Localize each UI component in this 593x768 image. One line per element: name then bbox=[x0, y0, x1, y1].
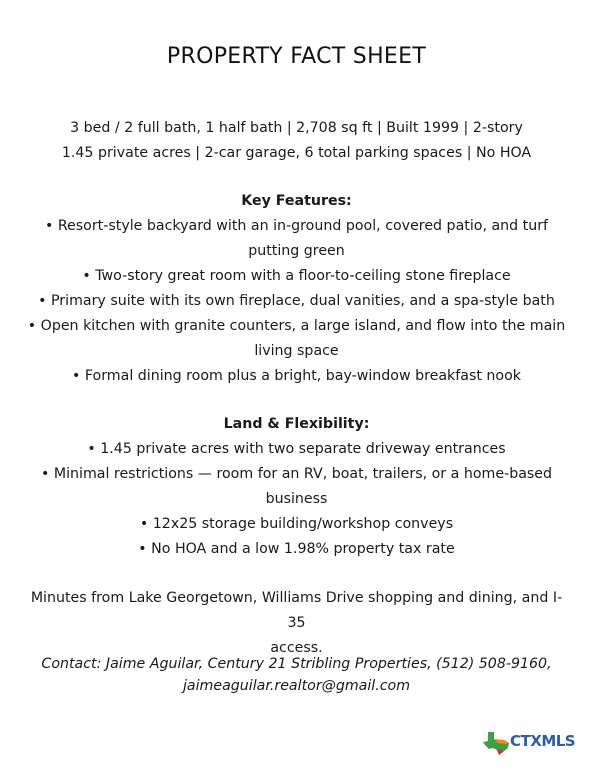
feature-line: living space bbox=[254, 343, 339, 359]
contact-email: jaimeaguilar.realtor@gmail.com bbox=[182, 678, 411, 694]
key-features-heading: Key Features: bbox=[241, 193, 352, 209]
key-features-section bbox=[24, 189, 569, 389]
texas-map-icon bbox=[482, 730, 512, 756]
land-line: business bbox=[265, 491, 328, 507]
property-summary bbox=[24, 116, 569, 166]
logo-mls: MLS bbox=[541, 732, 576, 750]
area-line: access. bbox=[270, 640, 323, 656]
feature-line: • Two-story great room with a floor-to-ceiling stone fireplace bbox=[82, 268, 511, 284]
land-line: • 1.45 private acres with two separate driveway entrances bbox=[87, 441, 506, 457]
summary-line: 3 bed / 2 full bath, 1 half bath | 2,708 sq ft | Built 1999 | 2-story bbox=[70, 120, 523, 136]
area-description bbox=[24, 586, 569, 661]
land-flexibility-heading: Land & Flexibility: bbox=[223, 416, 370, 432]
feature-line: • Open kitchen with granite counters, a large island, and flow into the main bbox=[27, 318, 566, 334]
feature-line: • Resort-style backyard with an in-ground pool, covered patio, and turf bbox=[44, 218, 549, 234]
land-flexibility-section bbox=[24, 412, 569, 562]
area-line: Minutes from Lake Georgetown, Williams Drive shopping and dining, and I-35 bbox=[30, 590, 563, 631]
page-title: PROPERTY FACT SHEET bbox=[166, 44, 427, 69]
feature-line: • Formal dining room plus a bright, bay-window breakfast nook bbox=[72, 368, 521, 384]
logo-ctx: CTX bbox=[510, 732, 542, 750]
logo-wordmark bbox=[510, 732, 575, 750]
ctxmls-logo bbox=[480, 728, 580, 758]
feature-line: • Primary suite with its own fireplace, dual vanities, and a spa-style bath bbox=[38, 293, 555, 309]
land-line: • Minimal restrictions — room for an RV, boat, trailers, or a home-based bbox=[40, 466, 553, 482]
contact-info bbox=[24, 653, 569, 697]
summary-line: 1.45 private acres | 2-car garage, 6 total parking spaces | No HOA bbox=[61, 145, 532, 161]
land-line: • No HOA and a low 1.98% property tax rate bbox=[138, 541, 455, 557]
land-line: • 12x25 storage building/workshop conveys bbox=[139, 516, 454, 532]
contact-line: Contact: Jaime Aguilar, Century 21 Stribling Properties, (512) 508-9160, bbox=[41, 656, 552, 672]
feature-line: putting green bbox=[248, 243, 345, 259]
